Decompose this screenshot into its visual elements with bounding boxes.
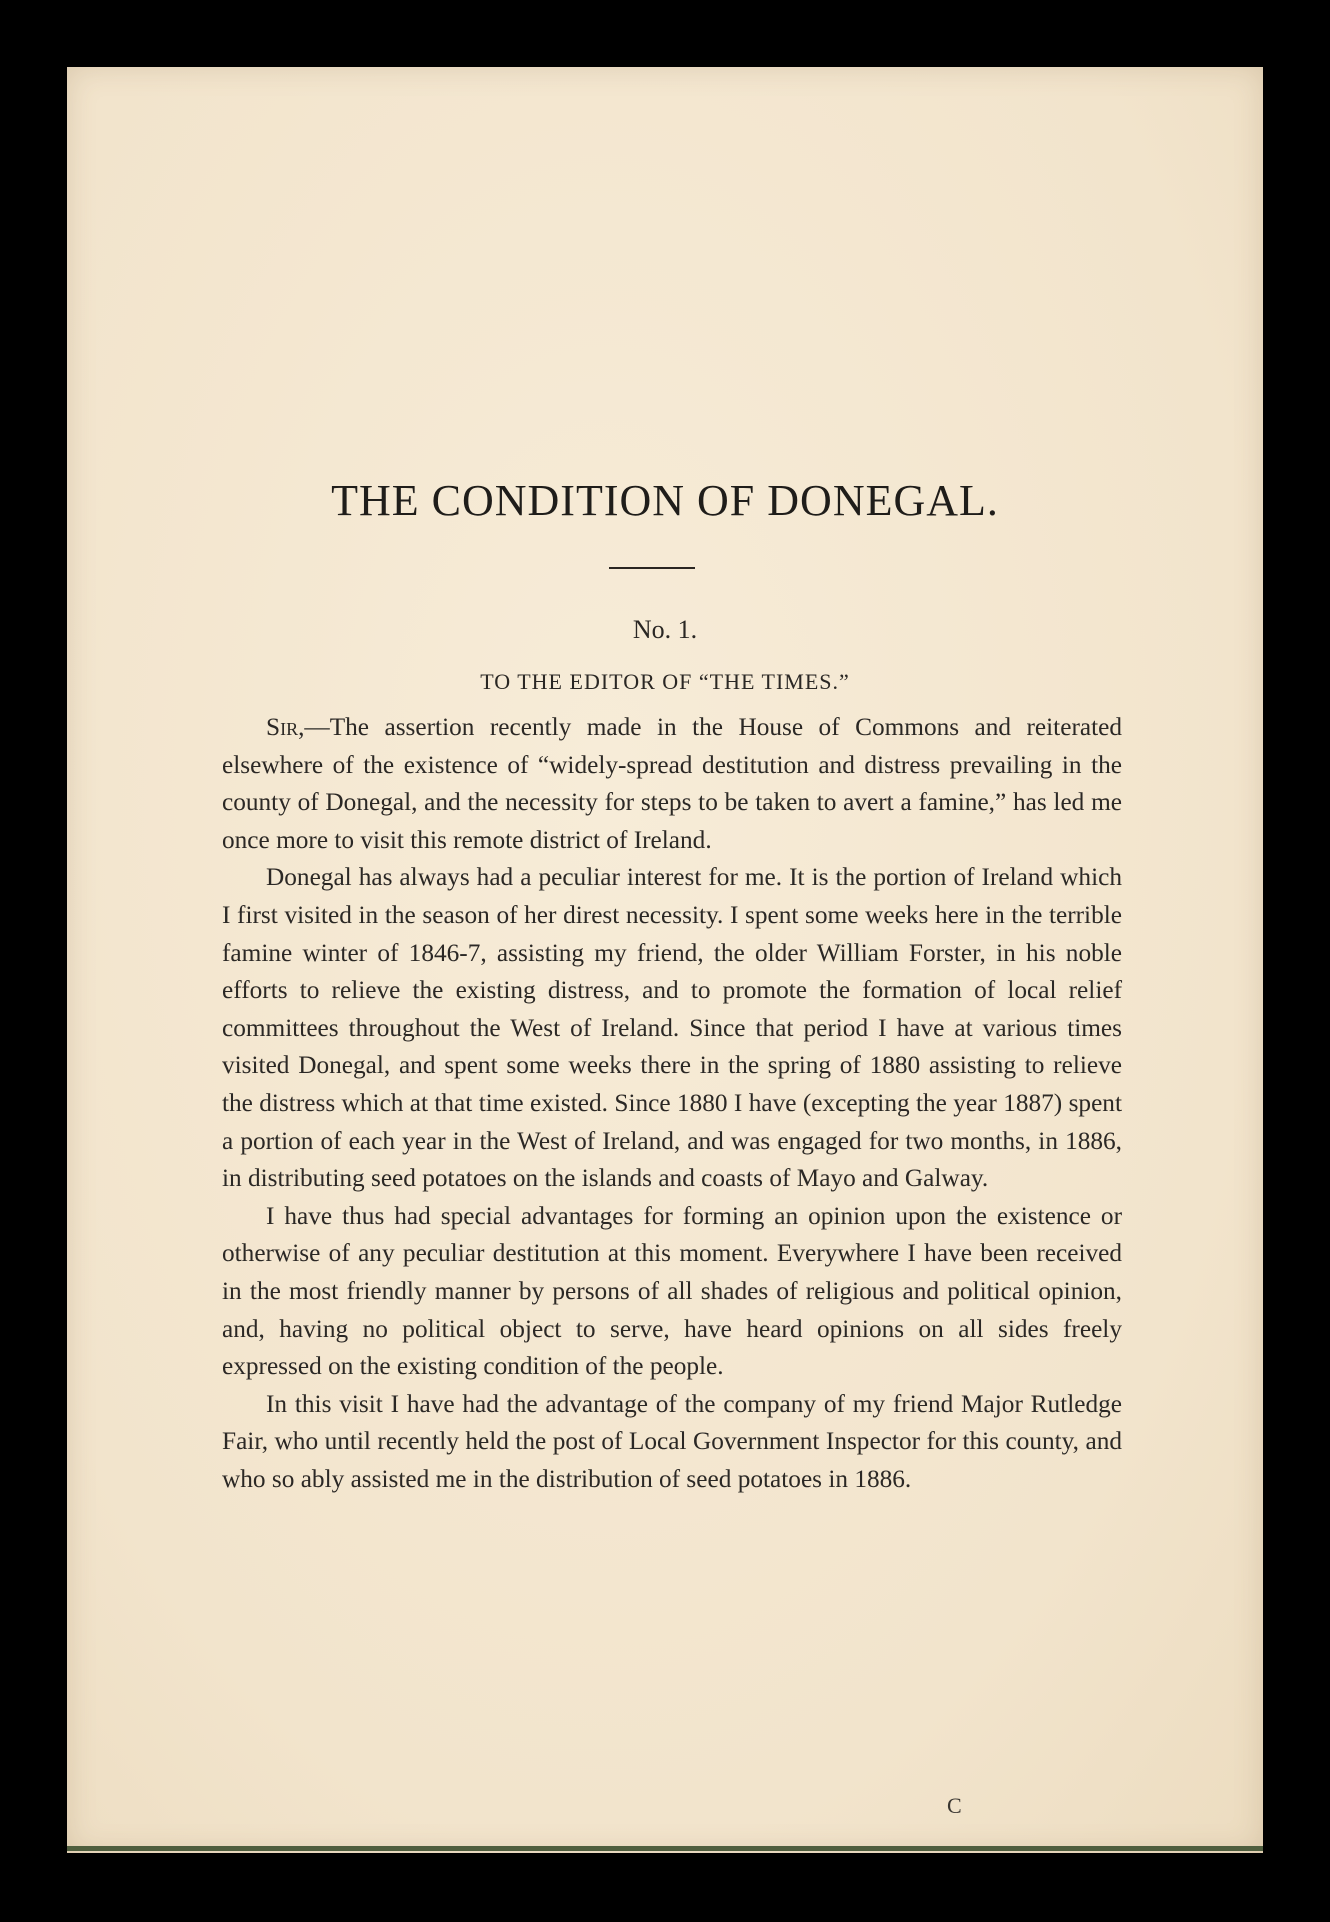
letter-body bbox=[222, 709, 1122, 1498]
book-page bbox=[67, 67, 1263, 1853]
paragraph-1 bbox=[222, 709, 1122, 859]
salutation: Sir, bbox=[266, 713, 305, 741]
paragraph-2: Donegal has always had a peculiar interest for me. It is the portion of Ireland which I first visited in the season of her direst necessity. I spent some weeks here in the terrible famine winter of 1846-7, assisting my friend, the older William Forster, in his noble efforts to relieve the existing distress, and to promote the formation of local relief committees throughout the West of Ireland. Since that period I have at various times visited Donegal, and spent some weeks there in the spring of 1880 assisting to relieve the distress which at that time existed. Since 1880 I have (excepting the year 1887) spent a portion of each year in the West of Ireland, and was engaged for two months, in 1886, in distributing seed potatoes on the islands and coasts of Mayo and Galway. bbox=[222, 863, 1122, 1193]
signature-mark: C bbox=[947, 1793, 962, 1818]
paragraph-4: In this visit I have had the advantage of the company of my friend Major Rutledge Fair, who until recently held the post of Local Government Inspector for this county, and who so ably assisted me in the distribution of seed potatoes in 1886. bbox=[222, 1389, 1122, 1493]
paragraph-1-text: —The assertion recently made in the House of Commons and reiterated elsewhere of the existence of “widely-spread destitution and distress prevailing in the county of Donegal, and the necessity for steps to be taken to avert a famine,” has led me once more to visit this remote district of Ireland. bbox=[222, 713, 1122, 854]
title-rule bbox=[609, 567, 695, 569]
page-bottom-edge bbox=[67, 1846, 1263, 1851]
paragraph-3: I have thus had special advantages for forming an opinion upon the existence or otherwise of any peculiar destitution at this moment. Everywhere I have been received in the most friendly manner by persons of all shades of religious and political opinion, and, having no political object to serve, have heard opinions on all sides freely expressed on the existing condition of the people. bbox=[222, 1201, 1122, 1381]
page-title: THE CONDITION OF DONEGAL. bbox=[331, 476, 999, 525]
letter-address: TO THE EDITOR OF “THE TIMES.” bbox=[480, 669, 850, 694]
letter-number: No. 1. bbox=[632, 615, 698, 644]
